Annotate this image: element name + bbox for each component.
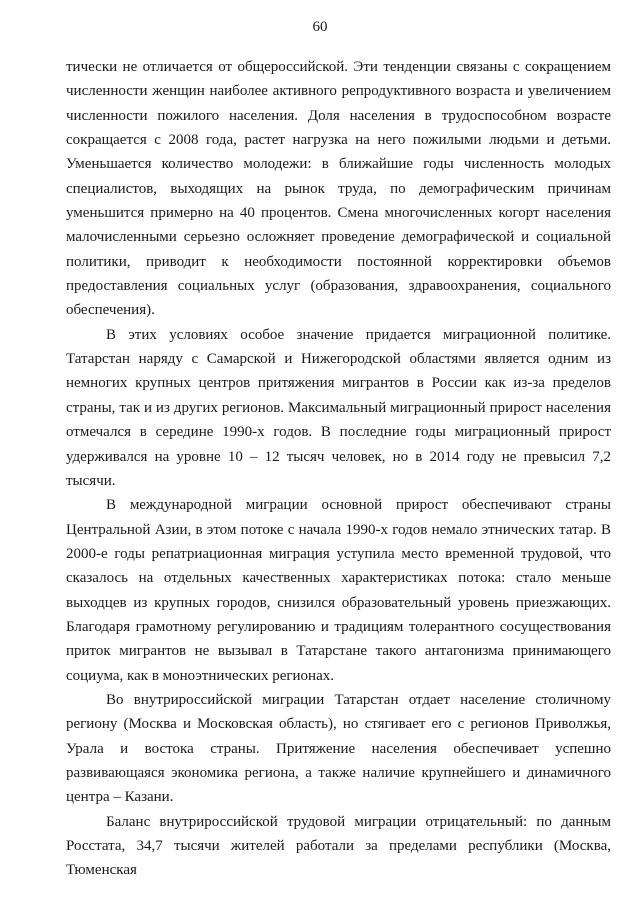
paragraph-3: В международной миграции основной прирост обеспечивают страны Центральной Азии, в этом потоке с начала 1990-х годов немало этнических татар. В 2000-е годы репатриационная миграция уступила место временной трудовой, что сказалось на отдельных качественных характеристиках потока: стало меньше выходцев из крупных городов, снизился образовательный уровень приезжающих. Благодаря грамотному регулированию и традициям толерантного сосуществования приток мигрантов не вызывал в Татарстане такого антагонизма принимающего социума, как в моноэтнических регионах. <box>66 497 611 684</box>
page-number: 60 <box>312 19 328 35</box>
paragraph-2: В этих условиях особое значение придается миграционной политике. Татарстан наряду с Самарской и Нижегородской областями является одним из немногих крупных центров притяжения мигрантов в России как из-за пределов страны, так и из других регионов. Максимальный миграционный прирост населения отмечался в середине 1990-х годов. В последние годы миграционный прирост удерживался на уровне 10 – 12 тысяч человек, но в 2014 году не превысил 7,2 тысячи. <box>66 326 611 489</box>
paragraph-5: Баланс внутрироссийской трудовой миграции отрицательный: по данным Росстата, 34,7 тысячи жителей работали за пределами республики (Москва, Тюменская <box>66 813 611 879</box>
paragraph-1: тически не отличается от общероссийской. Эти тенденции связаны с сокращением численности женщин наиболее активного репродуктивного возраста и увеличением численности пожилого населения. Доля населения в трудоспособном возрасте сокращается с 2008 года, растет нагрузка на него пожилыми людьми и детьми. Уменьшается количество молодежи: в ближайшие годы численность молодых специалистов, выходящих на рынок труда, по демографическим причинам уменьшится примерно на 40 процентов. Смена многочисленных когорт населения малочисленными серьезно осложняет проведение демографической и социальной политики, приводит к необходимости постоянной корректировки объемов предоставления социальных услуг (образования, здравоохранения, социального обеспечения). <box>66 59 611 319</box>
paragraph-4: Во внутрироссийской миграции Татарстан отдает население столичному региону (Москва и Московская область), но стягивает его с регионов Приволжья, Урала и востока страны. Притяжение населения обеспечивает успешно развивающаяся экономика региона, а также наличие крупнейшего и динамичного центра – Казани. <box>66 691 611 806</box>
body-text <box>66 55 611 883</box>
